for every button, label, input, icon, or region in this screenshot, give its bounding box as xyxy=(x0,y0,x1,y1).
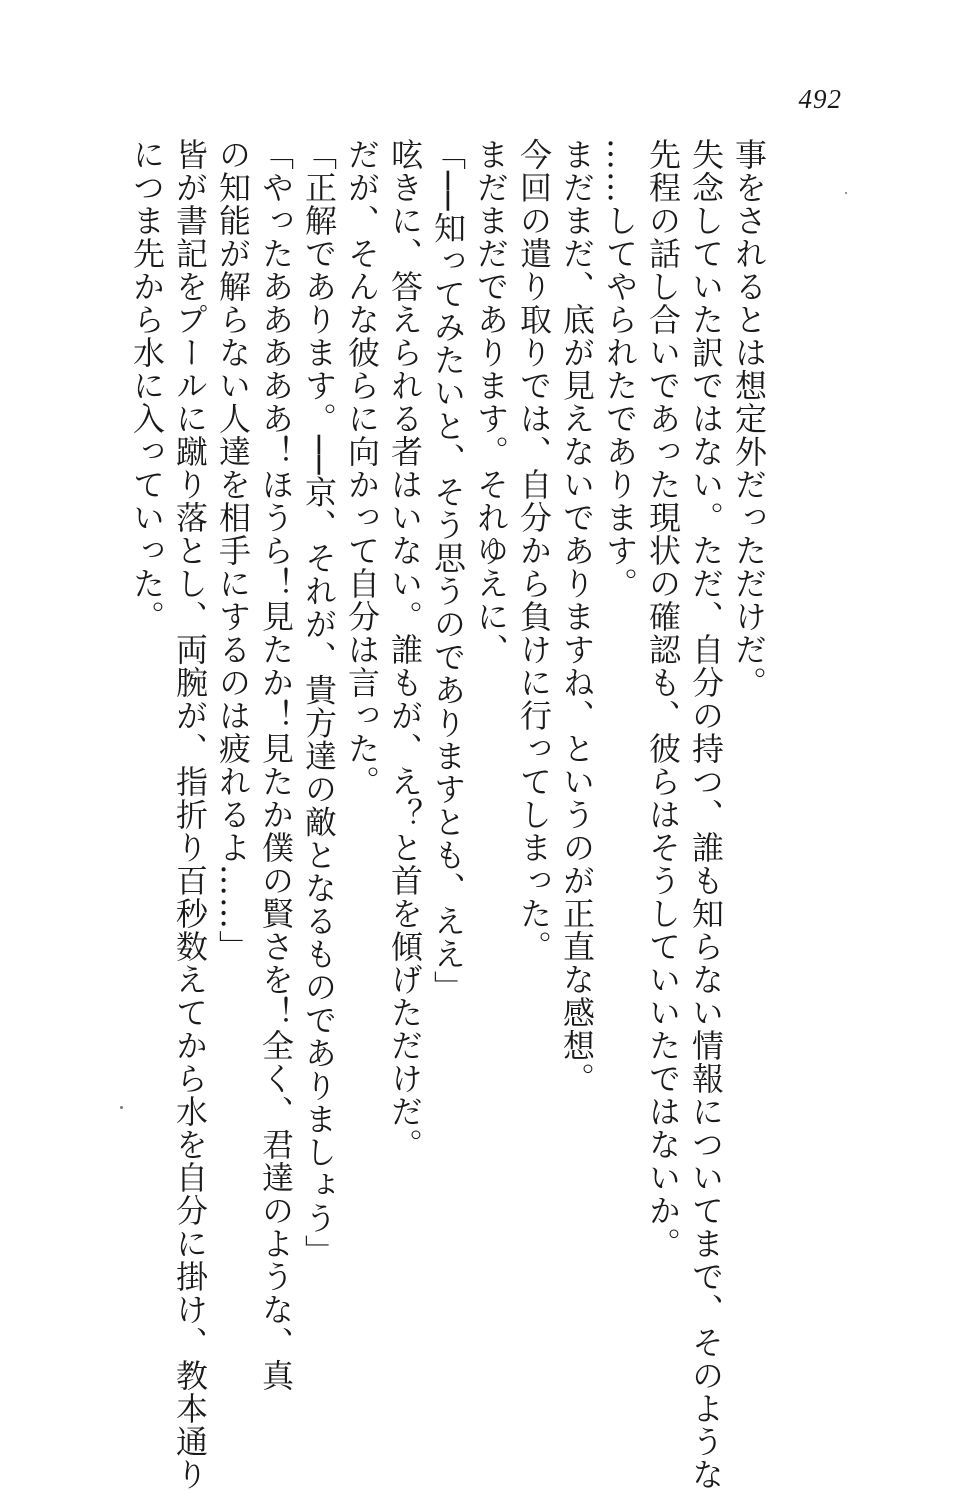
scan-speck xyxy=(120,1106,123,1109)
text-line: 先程の話し合いであった現状の確認も、彼らはそうしていいたではないか。 xyxy=(644,138,682,1260)
text-line: だが、そんな彼らに向かって自分は言った。 xyxy=(343,138,381,798)
text-line: 事をされるとは想定外だっただけだ。 xyxy=(730,138,768,699)
text-line: 「正解であります。──京、それが、貴方達の敵となるものでありましょう」 xyxy=(300,138,338,1268)
text-line: 皆が書記をプールに蹴り落とし、両腕が、指折り百秒数えてから水を自分に掛け、教本通り xyxy=(171,138,209,1491)
text-line: 今回の遣り取りでは、自分から負けに行ってしまった。 xyxy=(515,138,553,963)
text-line: の知能が解らない人達を相手にするのは疲れるよ……」 xyxy=(214,138,252,963)
text-line: ……してやられたであります。 xyxy=(601,138,639,600)
text-line: 呟きに、答えられる者はいない。誰もが、え？と首を傾げただけだ。 xyxy=(386,138,424,1161)
text-line: まだまだであります。それゆえに、 xyxy=(472,138,510,666)
text-line: 失念していた訳ではない。ただ、自分の持つ、誰も知らない情報についてまで、そのような xyxy=(687,138,725,1491)
text-line: につま先から水に入っていった。 xyxy=(128,138,166,633)
scan-speck xyxy=(845,192,847,194)
text-line: 「やったあああああ！ほうら！見たか！見たか僕の賢さを！全く、君達のような、真 xyxy=(257,138,295,1392)
vertical-text-body xyxy=(128,138,770,1491)
text-line: まだまだ、底が見えないでありますね、というのが正直な感想。 xyxy=(558,138,596,1095)
text-line: 「──知ってみたいと、そう思うのでありますとも、ええ」 xyxy=(429,138,467,1004)
page-number: 492 xyxy=(798,84,842,114)
